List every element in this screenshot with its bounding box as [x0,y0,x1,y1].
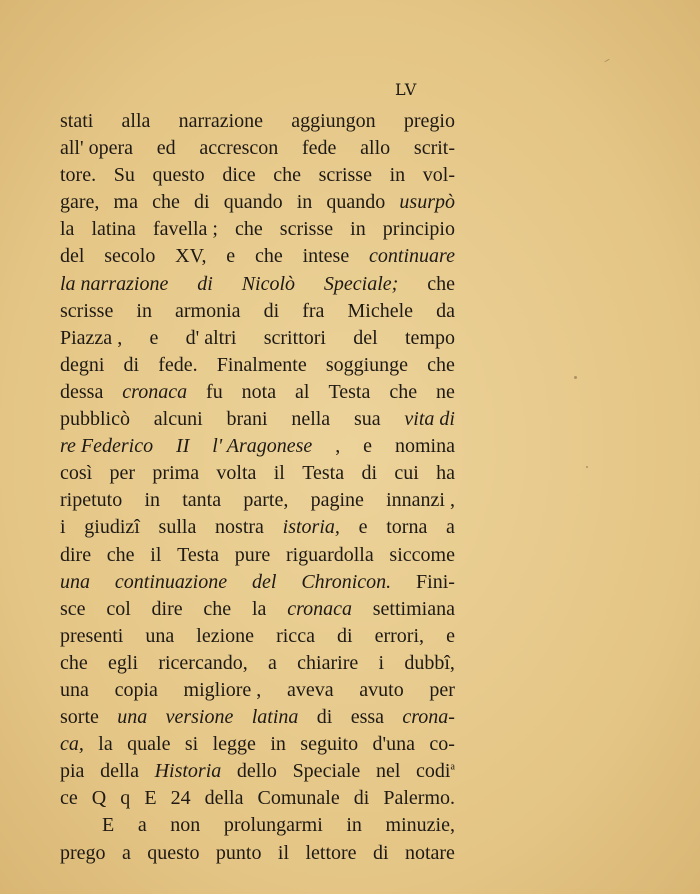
word: errori, [374,624,425,647]
word: pagine [310,489,364,512]
word: di [263,299,280,322]
word: dice [222,164,256,187]
word: e [358,516,368,539]
word: II [176,435,190,458]
word: una [117,706,148,729]
word: E [102,814,115,837]
word: i [378,651,385,674]
word: sua [353,408,381,431]
word: scrit- [413,137,455,160]
word: ma [113,191,138,214]
text-line [60,135,455,162]
word: accrescon [199,137,279,160]
body-text [60,108,455,867]
word: XV, [175,245,207,268]
word: Su [113,164,135,187]
word: della [100,760,139,783]
word: di [197,272,213,295]
word: nomina [394,435,455,458]
word: la [98,733,113,756]
word: scrittori [263,326,326,349]
word: favella ; [152,218,218,241]
word: una [60,678,89,701]
word: prego [60,841,106,864]
word: ce [60,787,78,810]
paper-speck [574,376,577,379]
word: pregio [403,110,455,132]
word: l' Aragonese [212,435,313,458]
word: che [203,597,232,620]
word: questo [147,841,200,864]
word: giudizî [84,516,140,539]
word: degni [60,353,105,376]
word: istoria, [282,516,340,539]
word: che [106,543,135,566]
word: cronaca [122,380,188,403]
word: il [150,543,162,566]
word: il [277,841,290,864]
word: e [446,624,455,647]
text-line [60,677,455,704]
word: seguito [300,733,359,756]
page-number: LV [395,80,418,99]
word: di [194,191,210,214]
word: nel [375,760,401,783]
word: in [346,814,362,837]
word: col [106,597,131,620]
word: fede [301,137,337,160]
word: avuto [359,678,404,701]
word: del [60,245,85,268]
word: volta [216,462,257,485]
word: aveva [286,678,334,701]
text-line [60,812,455,839]
word: a [121,841,131,864]
paper-speck [586,466,588,468]
word: d' altri [185,326,237,349]
word: quando [223,191,283,214]
word: questo [152,164,205,187]
text-line [60,298,455,325]
word: fede. [158,353,198,376]
word: prima [152,462,200,485]
word: scrisse [279,218,334,241]
word: presenti [60,624,124,647]
word: i [60,516,66,539]
word: 24 [170,787,191,810]
word: in [296,191,313,214]
text-line [60,271,455,298]
word: che [389,380,418,403]
word: Finalmente [216,353,307,376]
word: ricca [276,624,315,647]
word: a [137,814,147,837]
word: armonia [175,299,241,322]
word: Historia [154,760,222,783]
word: soggiunge [325,353,409,376]
word: dubbî, [404,651,455,674]
text-line [60,487,455,514]
word: di [353,787,370,810]
word: da [436,299,455,322]
word: settimiana [372,597,455,620]
word: ricercando, [158,651,248,674]
word: Palermo. [383,787,455,810]
word: in [136,299,152,322]
word: che [273,164,302,187]
word: nostra [215,516,264,539]
word: stati [60,110,94,132]
word: allo [360,137,391,160]
text-line [60,460,455,487]
word: intese [302,245,350,268]
word: riguardolla [285,543,374,566]
word: copia [114,678,158,701]
word: di [361,462,377,485]
superscript: a [450,761,455,773]
word: che [254,245,283,268]
word: minuzie, [385,814,455,837]
word: Speciale [292,760,361,783]
word: Speciale; [323,272,399,295]
word: Testa [177,543,220,566]
word: per [429,678,455,701]
word: quale [127,733,171,756]
text-line [60,596,455,623]
word: latina [91,218,136,241]
word: scrisse [318,164,372,187]
word: Testa [302,462,345,485]
word: e [363,435,373,458]
word: all' opera [60,137,134,160]
word: Michele [347,299,414,322]
word: che [427,353,455,376]
word: in [144,489,161,512]
word: codi$^a$ [416,760,455,783]
word: la [251,597,267,620]
word: siccome [389,543,455,566]
word: gare, [60,191,100,214]
word: dire [60,543,92,566]
word: versione [165,706,234,729]
word: latina [251,706,299,729]
word: scrisse [60,299,114,322]
word: notare [404,841,455,864]
word: che [60,651,88,674]
word: principio [382,218,455,241]
text-line [60,569,455,596]
word: innanzi , [386,489,455,512]
word: migliore , [183,678,262,701]
text-line [60,514,455,541]
word: dessa [60,380,104,403]
text-line [60,785,455,812]
text-line [60,162,455,189]
word: sulla [158,516,197,539]
word: torna [386,516,428,539]
text-line [60,189,455,216]
word: secolo [104,245,156,268]
word: punto [215,841,262,864]
word: Chronicon. [301,570,392,593]
word: fra [302,299,325,322]
word: Q [91,787,107,810]
word: ca, [60,733,84,756]
word: del [353,326,378,349]
word: lezione [196,624,255,647]
word: ripetuto [60,489,123,512]
text-line [60,542,455,569]
word: co- [429,733,455,756]
word: vol- [422,164,455,187]
word: ne [436,380,455,403]
word: cronaca [287,597,352,620]
text-line [60,352,455,379]
word: al [295,380,310,403]
text-line [60,433,455,460]
word: di [337,624,353,647]
word: cui [394,462,419,485]
word: dello [236,760,277,783]
word: q [120,787,131,810]
text-line [60,650,455,677]
word: re Federico [60,435,154,458]
word: fu [206,380,223,403]
word: ha [436,462,455,485]
word: Nicolò [241,272,296,295]
word: pure [234,543,271,566]
word: narrazione [178,110,264,132]
word: così [60,462,93,485]
word: alcuni [153,408,203,431]
word: Comunale [257,787,340,810]
word: del [252,570,277,593]
word: tore. [60,164,97,187]
word: la [60,218,75,241]
word: in [270,733,286,756]
word: d'una [372,733,415,756]
word: legge [212,733,256,756]
word: Testa [328,380,371,403]
paper-speck [604,59,610,63]
word: una [60,570,90,593]
word: nota [241,380,277,403]
word: che [427,272,455,295]
word: il [273,462,285,485]
word: che [234,218,263,241]
text-line [60,216,455,243]
text-line [60,758,455,785]
word: crona- [402,706,455,729]
word: di [316,706,333,729]
word: tempo [404,326,455,349]
word: una [145,624,175,647]
text-line [60,243,455,270]
word: di [123,353,140,376]
text-line [60,704,455,731]
word: quando [326,191,386,214]
word: lettore [305,841,357,864]
word: pia [60,760,85,783]
word: egli [108,651,139,674]
word: in [389,164,406,187]
word: si [184,733,199,756]
word: non [170,814,201,837]
word: di [372,841,389,864]
word: a [268,651,277,674]
word: alla [121,110,151,132]
word: e [226,245,236,268]
text-line [60,731,455,758]
word: dire [151,597,183,620]
word: tanta [182,489,222,512]
word: a [446,516,455,539]
word: e [149,326,159,349]
word: brani [226,408,268,431]
word: , [335,435,341,458]
word: E [144,787,157,810]
word: Piazza , [60,326,123,349]
word: sce [60,597,86,620]
text-line [60,406,455,433]
word: per [109,462,136,485]
word: essa [350,706,385,729]
word: continuare [369,245,455,268]
word: aggiungon [291,110,376,132]
word: pubblicò [60,408,130,431]
word: chiarire [297,651,359,674]
word: vita di [404,408,455,431]
word: nella [291,408,331,431]
word: la narrazione [60,272,169,295]
word: sorte [60,706,99,729]
text-line [60,325,455,352]
word: prolungarmi [223,814,323,837]
text-line [60,623,455,650]
word: Fini- [416,570,455,593]
text-line [60,108,455,135]
text-line [60,379,455,406]
word: in [350,218,366,241]
word: che [152,191,180,214]
word: continuazione [114,570,228,593]
text-line [60,840,455,867]
word: parte, [243,489,289,512]
word: della [204,787,244,810]
word: ed [156,137,176,160]
word: usurpò [399,191,455,214]
